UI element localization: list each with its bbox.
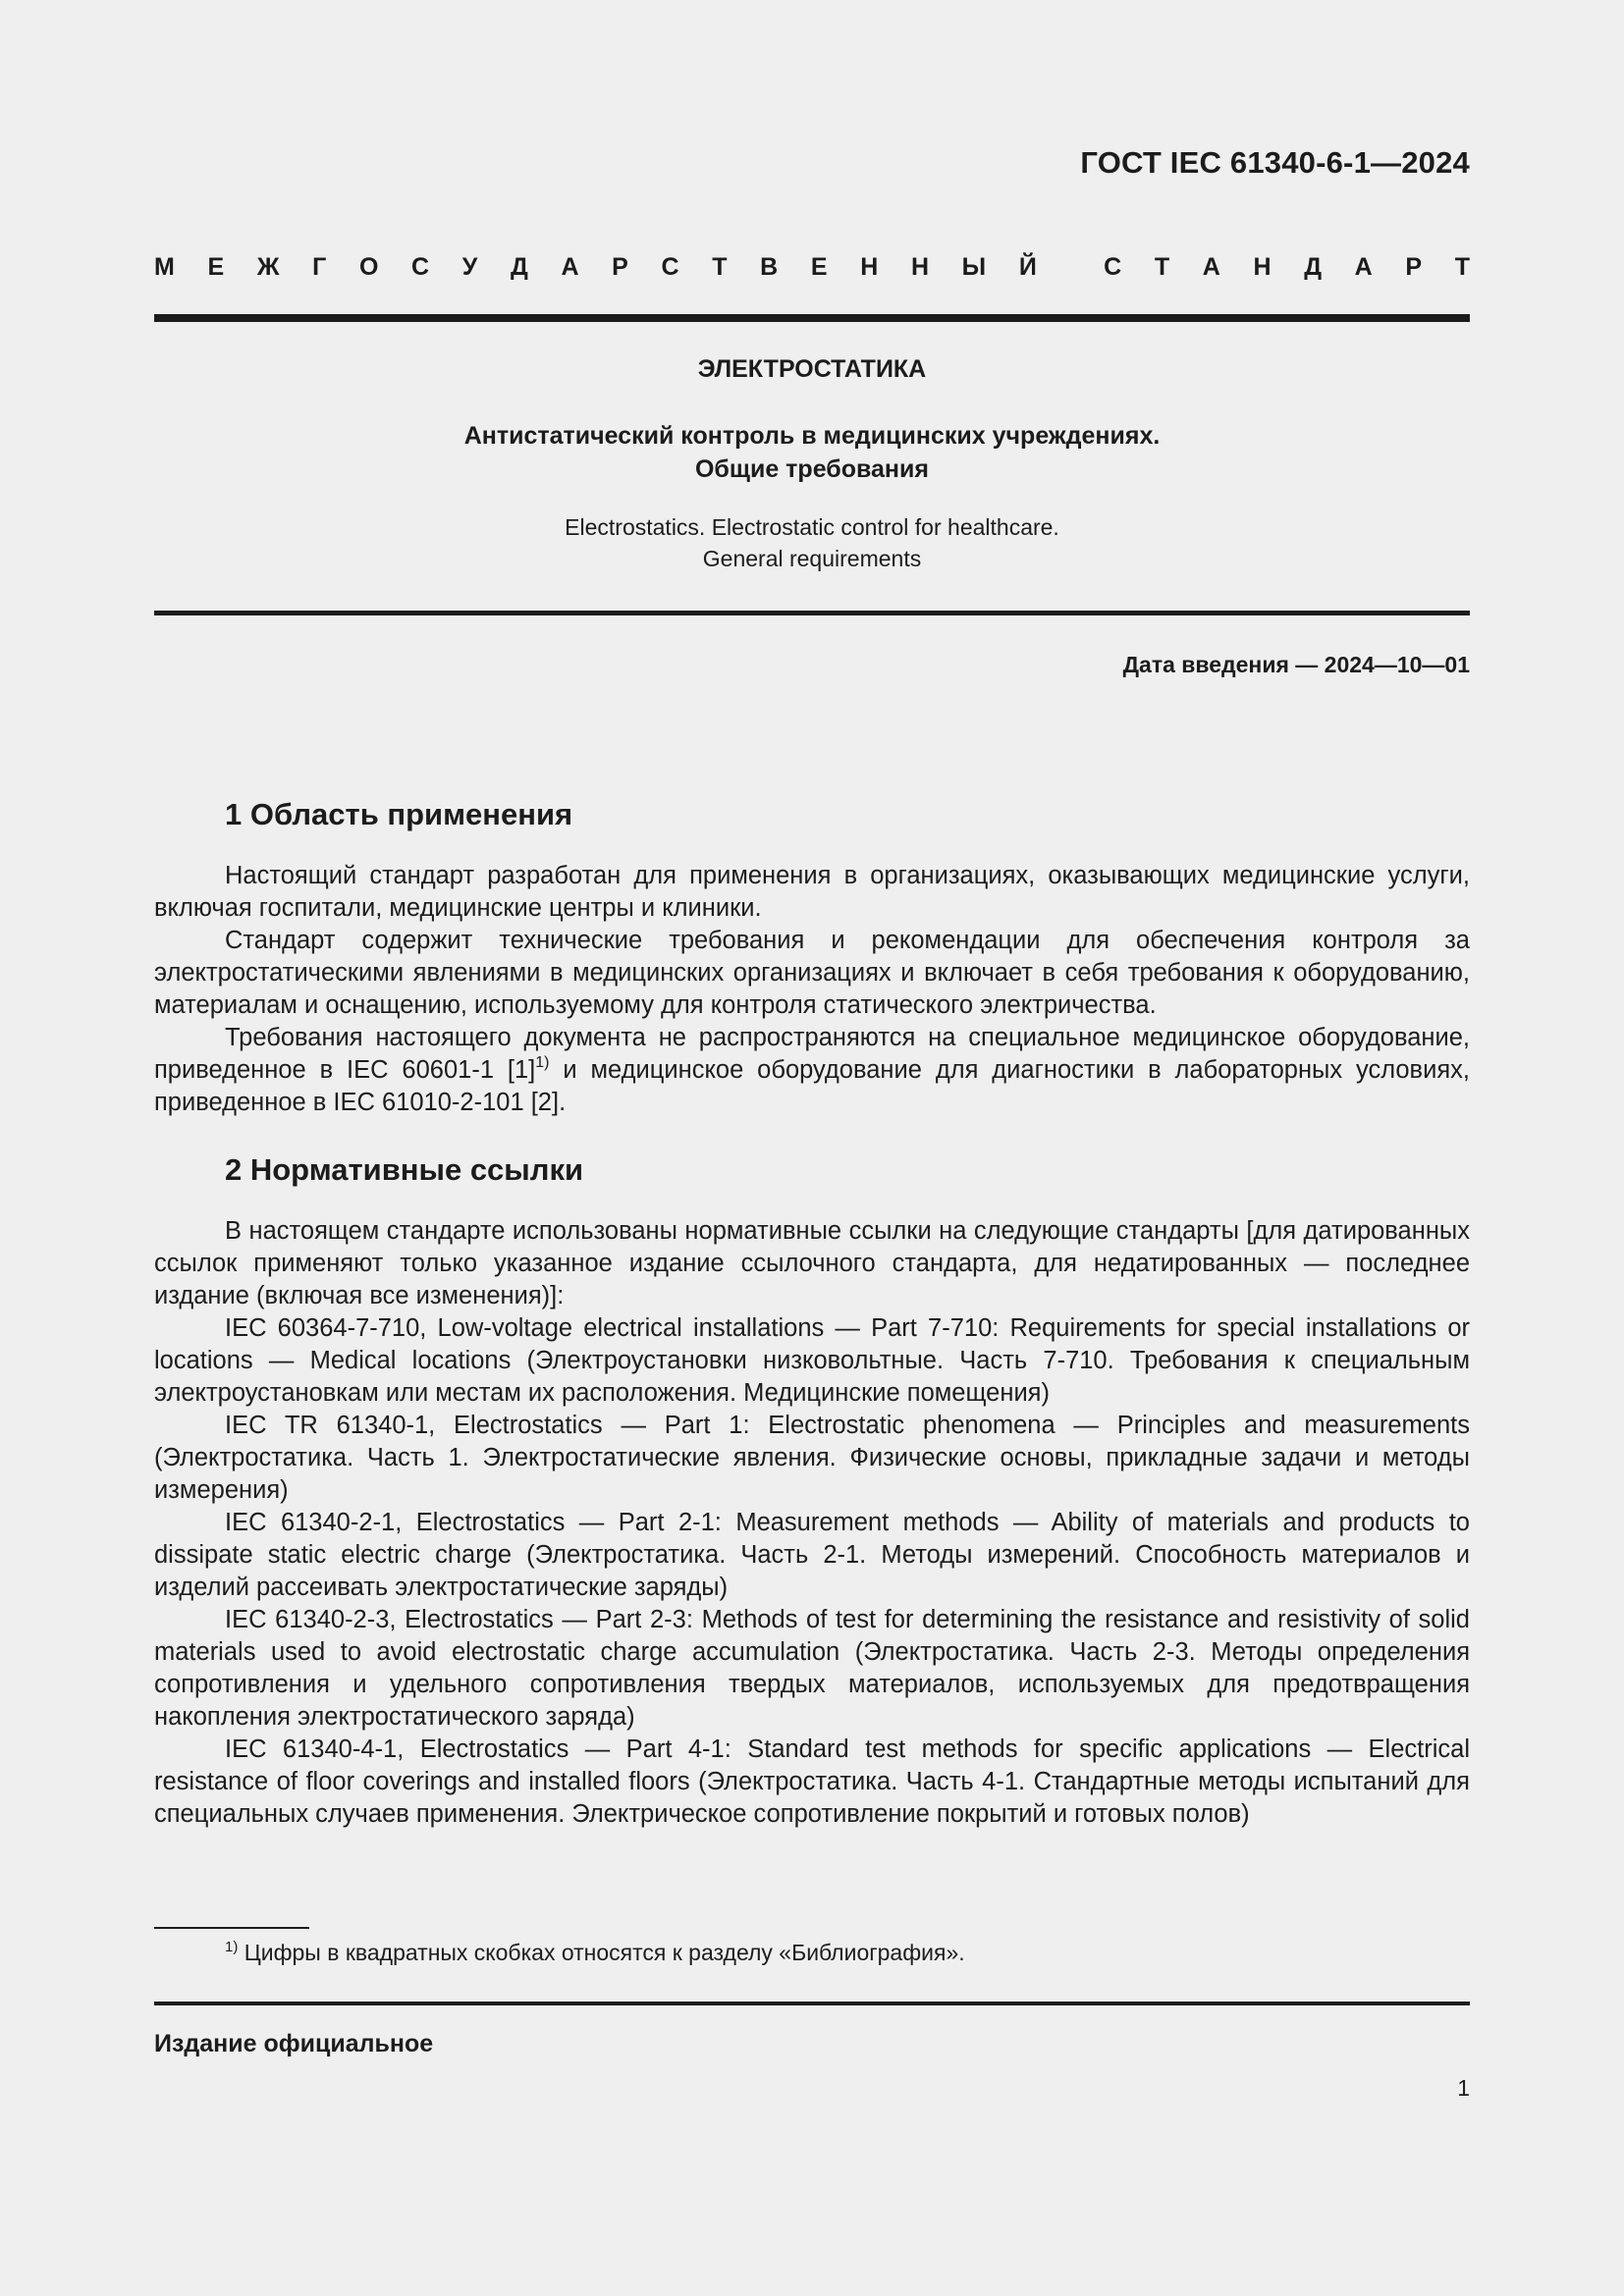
normative-reference: IEC TR 61340-1, Electrostatics — Part 1: Electrostatic phenomena — Principles and measurements (Электростатика. Часть 1. Электростатические явления. Физические основы, прикладные задачи и методы измерения) [154,1412,1470,1504]
banner-letter: Д [1304,253,1322,281]
normative-reference: IEC 61340-4-1, Electrostatics — Part 4-1: Standard test methods for specific applications — Electrical resistance of floor coverings and installed floors (Электростатика. Часть 4-1. Стандартные методы испытаний для специальных случаев применения. Электрическое сопротивление покрытий и готовых полов) [154,1735,1470,1828]
banner-letter: Й [1018,253,1037,281]
banner-letter: С [411,253,430,281]
banner-letter: Т [1154,253,1170,281]
banner-letter: Р [612,253,628,281]
section-1-heading: 1 Область применения [225,797,573,831]
document-body [154,795,1470,1831]
banner-letter: Н [910,253,930,281]
footnote-separator [154,1927,309,1929]
banner-letter: В [760,253,779,281]
subtitle-line-1: Антистатический контроль в медицинских учреждениях. [463,422,1161,450]
banner-letter: Е [810,253,828,281]
interstate-standard-banner [154,253,1470,282]
banner-word-gap [1069,253,1070,282]
banner-letter: О [358,253,379,281]
paragraph-text: Требования настоящего документа не распространяются на специальное медицинское оборудование, приведенное в IEC 60601-1 [1] [154,1024,1470,1084]
introduction-date: Дата введения — 2024—10—01 [1122,652,1470,677]
banner-letter: А [561,253,579,281]
banner-letter: М [154,253,175,281]
title-rule [154,611,1470,615]
english-title-line-1: Electrostatics. Electrostatic control for healthcare. [565,514,1059,540]
section-1-paragraph: Стандарт содержит технические требования и рекомендации для обеспечения контроля за электростатическими явлениями в медицинских организациях и включает в себя требования к оборудованию, материалам и оснащению, используемому для контроля статического электричества. [154,927,1470,1019]
banner-letter: Ы [961,253,987,281]
footnote-reference[interactable]: 1) [535,1054,550,1071]
document-subtitle [154,419,1470,486]
header-rule [154,314,1470,322]
banner-letter: Г [312,253,327,281]
section-1-paragraph: Настоящий стандарт разработан для применения в организациях, оказывающих медицинские услуги, включая госпитали, медицинские центры и клиники. [154,862,1470,922]
banner-letter: Н [1253,253,1272,281]
footer-rule [154,2002,1470,2005]
banner-letter: Н [860,253,879,281]
banner-letter: Т [712,253,728,281]
banner-letter: Е [207,253,225,281]
normative-reference: IEC 61340-2-1, Electrostatics — Part 2-1: Measurement methods — Ability of materials and products to dissipate static electric charge (Электростатика. Часть 2-1. Методы измерений. Способность материалов и изделий рассеивать электростатические заряды) [154,1509,1470,1601]
english-title-line-2: General requirements [702,546,922,571]
banner-letter: У [461,253,478,281]
section-2-paragraph: В настоящем стандарте использованы нормативные ссылки на следующие стандарты [для датированных ссылок применяют только указанное издание ссылочного стандарта, для недатированных — последнее издание (включая все изменения)]: [154,1217,1470,1309]
banner-letter: Ж [256,253,280,281]
page-number: 1 [1457,2075,1470,2101]
section-2-heading: 2 Нормативные ссылки [225,1152,584,1187]
normative-reference: IEC 61340-2-3, Electrostatics — Part 2-3: Methods of test for determining the resistance and resistivity of solid materials used to avoid electrostatic charge accumulation (Электростатика. Часть 2-3. Методы определения сопротивления и удельного сопротивления твердых материалов, используемых для предотвращения накопления электростатического заряда) [154,1606,1470,1731]
banner-letter: Д [510,253,528,281]
banner-letter: А [1202,253,1220,281]
english-title [154,511,1470,574]
footnote-marker: 1) [225,1939,239,1955]
section-1-paragraph [154,1022,1470,1119]
banner-letter: С [661,253,679,281]
banner-letter: С [1104,253,1122,281]
document-title: ЭЛЕКТРОСТАТИКА [697,355,927,383]
banner-letter: А [1354,253,1373,281]
footnote [225,1940,965,1966]
banner-letter: Р [1405,253,1423,281]
official-edition-label: Издание официальное [154,2030,434,2057]
subtitle-line-2: Общие требования [694,455,929,483]
normative-reference: IEC 60364-7-710, Low-voltage electrical installations — Part 7-710: Requirements for special installations or locations — Medical locations (Электроустановки низковольтные. Часть 7-710. Требования к специальным электроустановкам или местам их расположения. Медицинские помещения) [154,1314,1470,1407]
banner-letter: Т [1454,253,1470,281]
paragraph-text: и медицинское оборудование для диагностики в лабораторных условиях, приведенное в IEC 61010-2-101 [2]. [154,1056,1470,1116]
footnote-text: Цифры в квадратных скобках относятся к разделу «Библиография». [238,1940,965,1965]
standard-number: ГОСТ IEC 61340-6-1—2024 [1080,145,1470,180]
